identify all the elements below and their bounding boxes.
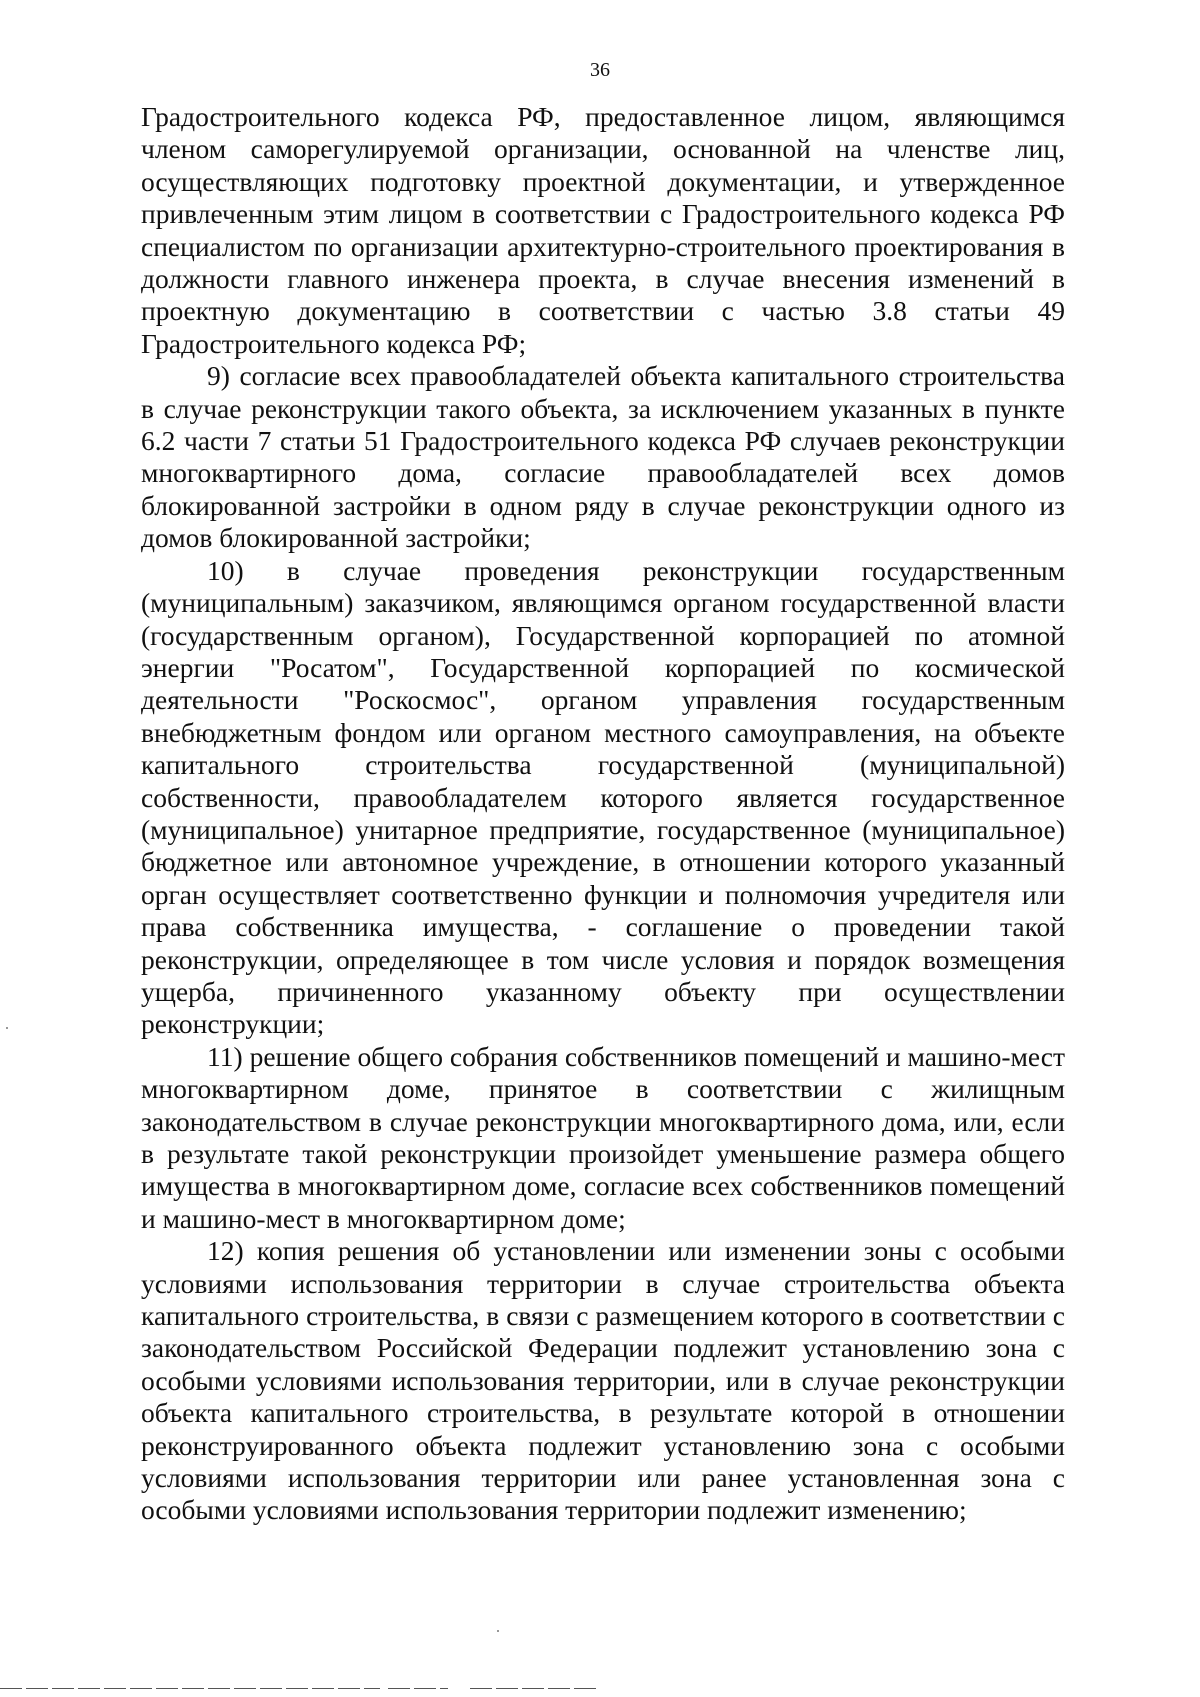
paragraph-item-11: 11) решение общего собрания собственников помещений и машино-мест многоквартирном доме, принятое в соответствии с жилищным законодательством в случае реконструкции многоквартирного дома, или, если в результате такой реконструкции произойдет уменьшение размера общего имущества в многоквартирном доме, согласие всех собственников помещений и машино-мест в многоквартирном доме; (141, 1040, 1065, 1234)
scan-artifact-dot (6, 1027, 8, 1029)
scan-artifact-line (0, 1688, 380, 1689)
scan-artifact-line (388, 1688, 448, 1689)
paragraph-item-10: 10) в случае проведения реконструкции государственным (муниципальным) заказчиком, являющимся органом государственной власти (государственным органом), Государственной корпорацией по атомной энергии "Росатом", Государственной корпорацией по космической деятельности "Роскосмос", органом управления государственным внебюджетным фондом или органом местного самоуправления, на объекте капитального строительства государственной (муниципальной) собственности, правообладателем которого является государственное (муниципальное) унитарное предприятие, государственное (муниципальное) бюджетное или автономное учреждение, в отношении которого указанный орган осуществляет соответственно функции и полномочия учредителя или права собственника имущества, - соглашение о проведении такой реконструкции, определяющее в том числе условия и порядок возмещения ущерба, причиненного указанному объекту при осуществлении реконструкции; (141, 554, 1065, 1040)
paragraph-continuation: Градостроительного кодекса РФ, предоставленное лицом, являющимся членом саморегулируемой организации, основанной на членстве лиц, осуществляющих подготовку проектной документации, и утвержденное привлеченным этим лицом в соответствии с Градостроительного кодекса РФ специалистом по организации архитектурно-строительного проектирования в должности главного инженера проекта, в случае внесения изменений в проектную документацию в соответствии с частью 3.8 статьи 49 Градостроительного кодекса РФ; (141, 101, 1065, 359)
document-body (141, 101, 1065, 1527)
page-number: 36 (590, 59, 610, 81)
scan-artifact-dot (497, 1630, 499, 1632)
paragraph-item-12: 12) копия решения об установлении или изменении зоны с особыми условиями использования территории в случае строительства объекта капитального строительства, в связи с размещением которого в соответствии с законодательством Российской Федерации подлежит установлению зона с особыми условиями использования территории, или в случае реконструкции объекта капитального строительства, в результате которой в отношении реконструированного объекта подлежит установлению зона с особыми условиями использования территории или ранее установленная зона с особыми условиями использования территории подлежит изменению; (141, 1235, 1065, 1526)
paragraph-item-9: 9) согласие всех правообладателей объекта капитального строительства в случае реконструкции такого объекта, за исключением указанных в пункте 6.2 части 7 статьи 51 Градостроительного кодекса РФ случаев реконструкции многоквартирного дома, согласие правообладателей всех домов блокированной застройки в одном ряду в случае реконструкции одного из домов блокированной застройки; (141, 360, 1065, 554)
scan-artifact-line (470, 1688, 600, 1689)
